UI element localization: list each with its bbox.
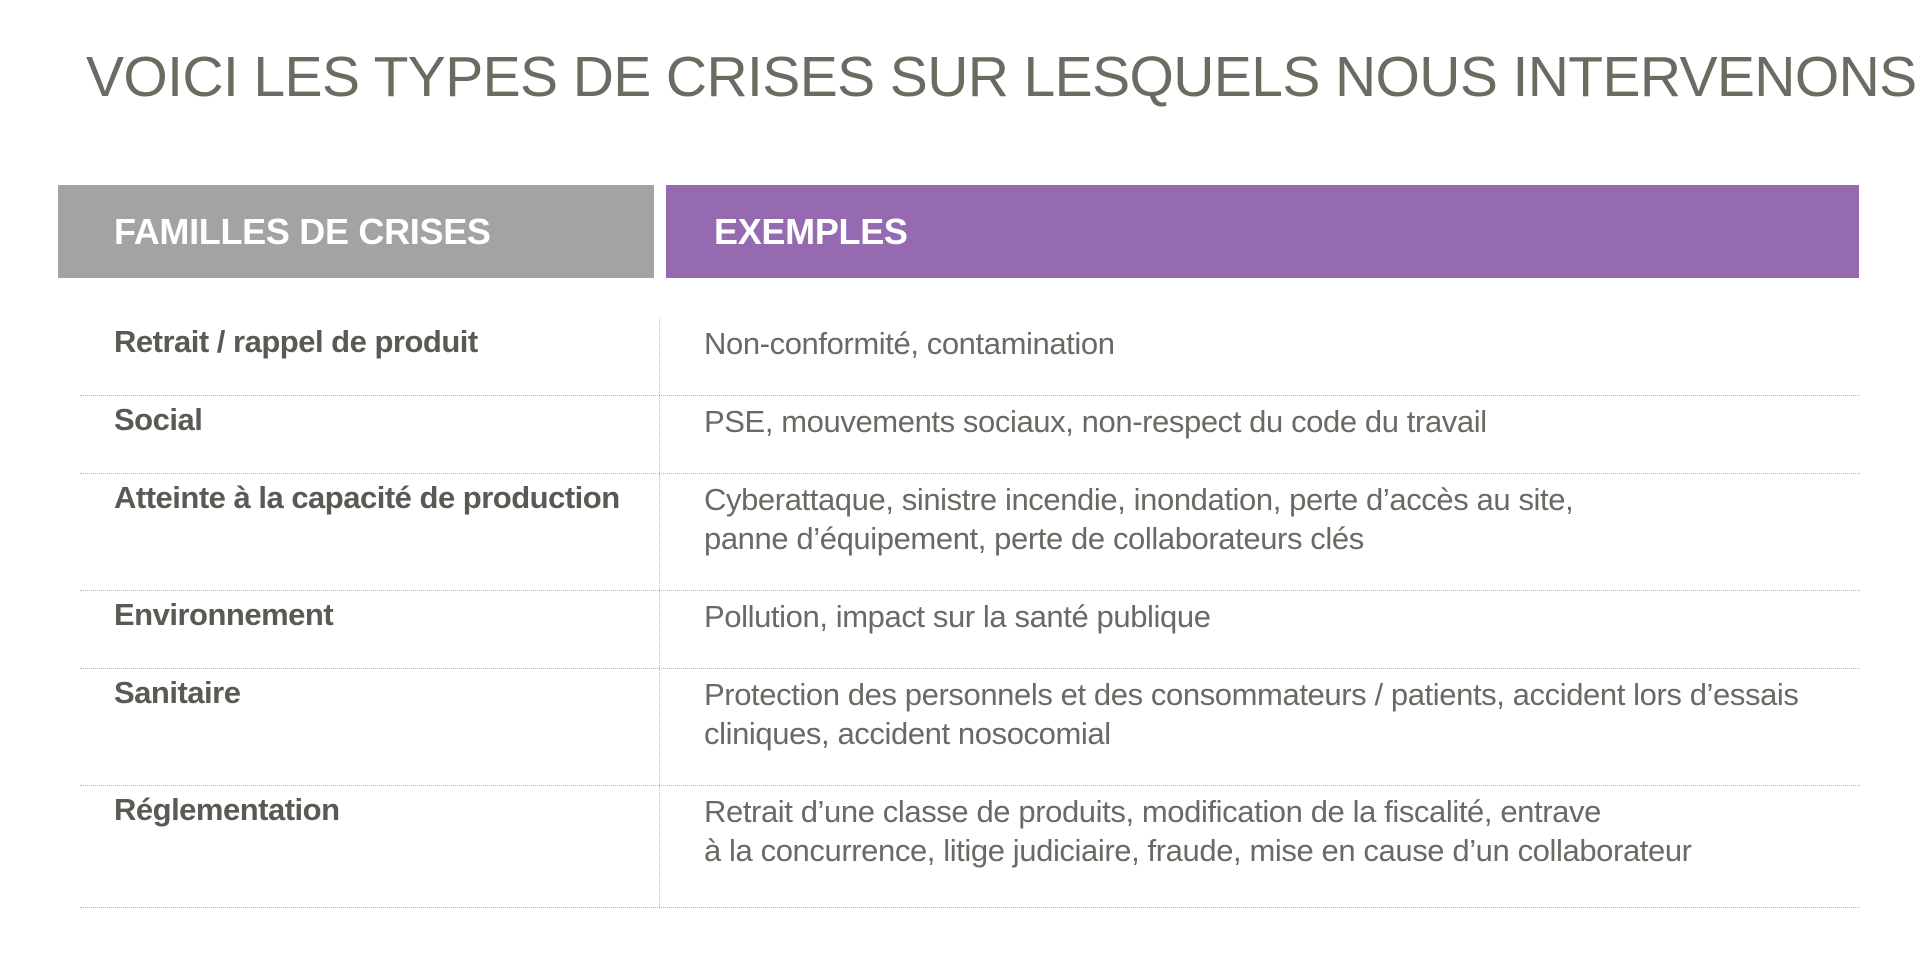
- example-line: Pollution, impact sur la santé publique: [704, 599, 1211, 634]
- table-row: [80, 474, 1860, 591]
- table-row: [80, 318, 1860, 396]
- families-column-header: [58, 185, 654, 278]
- crisis-family-cell: Social: [80, 396, 660, 473]
- example-line: PSE, mouvements sociaux, non-respect du code du travail: [704, 404, 1487, 439]
- table-row: [80, 669, 1860, 786]
- crisis-examples-cell: [660, 396, 1860, 473]
- examples-column-header: [666, 185, 1859, 278]
- example-line: à la concurrence, litige judiciaire, fraude, mise en cause d’un collaborateur: [704, 833, 1692, 868]
- crisis-examples-cell: [660, 669, 1860, 785]
- example-line: Protection des personnels et des consommateurs / patients, accident lors d’essais: [704, 677, 1799, 712]
- crisis-family-cell: Sanitaire: [80, 669, 660, 785]
- example-line: Retrait d’une classe de produits, modification de la fiscalité, entrave: [704, 794, 1601, 829]
- crisis-examples-cell: [660, 786, 1860, 907]
- table-row: [80, 786, 1860, 908]
- example-line: panne d’équipement, perte de collaborateurs clés: [704, 521, 1364, 556]
- crisis-examples-cell: [660, 318, 1860, 395]
- example-line: cliniques, accident nosocomial: [704, 716, 1111, 751]
- crisis-family-cell: Réglementation: [80, 786, 660, 907]
- table-row: [80, 591, 1860, 669]
- crisis-examples-cell: [660, 591, 1860, 668]
- families-header-label: FAMILLES DE CRISES: [114, 210, 491, 252]
- examples-header-label: EXEMPLES: [714, 210, 908, 252]
- crisis-examples-cell: [660, 474, 1860, 590]
- example-line: Cyberattaque, sinistre incendie, inondation, perte d’accès au site,: [704, 482, 1574, 517]
- crisis-family-cell: Retrait / rappel de produit: [80, 318, 660, 395]
- crisis-table: [80, 318, 1860, 908]
- example-line: Non-conformité, contamination: [704, 326, 1115, 361]
- crisis-family-cell: Atteinte à la capacité de production: [80, 474, 660, 590]
- table-row: [80, 396, 1860, 474]
- crisis-family-cell: Environnement: [80, 591, 660, 668]
- page-title: VOICI LES TYPES DE CRISES SUR LESQUELS NOUS INTERVENONS: [86, 45, 1917, 109]
